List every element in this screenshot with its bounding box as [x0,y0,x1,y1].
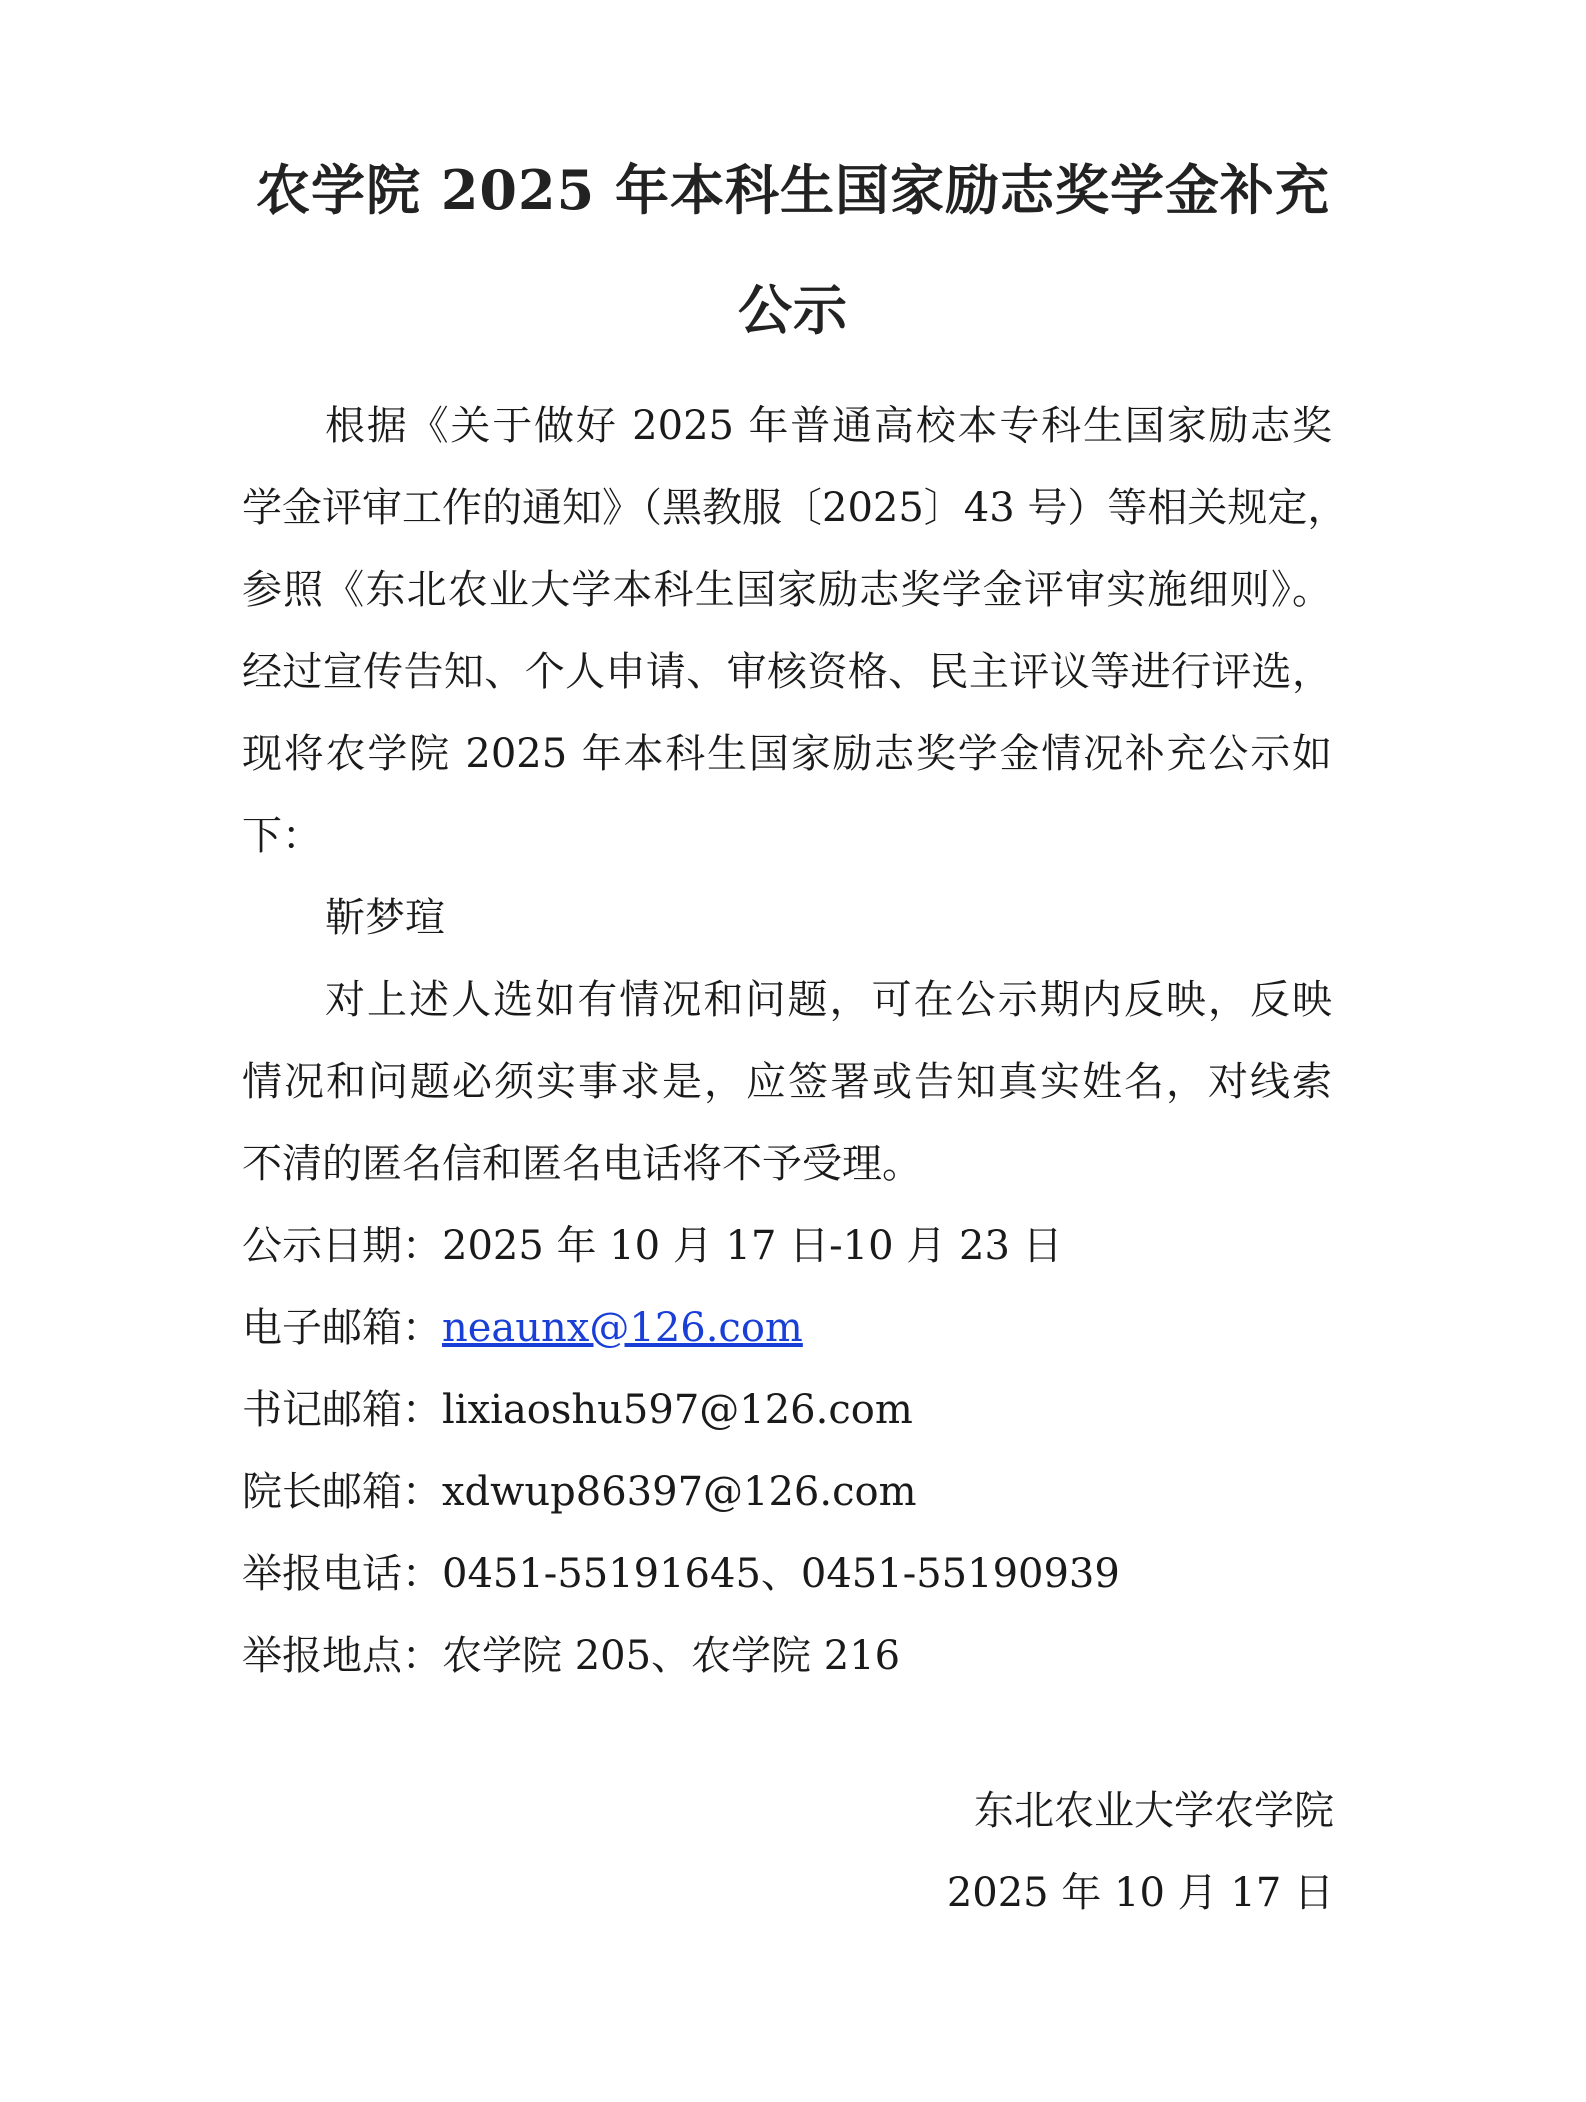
dean-email-label: 院长邮箱： [242,1469,442,1515]
publicity-period-value: 2025 年 10 月 17 日-10 月 23 日 [442,1223,1063,1269]
notice-line: 对上述人选如有情况和问题，可在公示期内反映，反映 [325,977,1332,1023]
intro-line: 经过宣传告知、个人申请、审核资格、民主评议等进行评选， [242,649,1332,695]
email-row [242,1304,803,1352]
secretary-email-row [242,1386,913,1434]
report-phone-row [242,1550,1120,1598]
intro-line: 参照《东北农业大学本科生国家励志奖学金评审实施细则》。 [242,567,1332,613]
notice-line: 情况和问题必须实事求是，应签署或告知真实姓名，对线索 [242,1059,1332,1105]
intro-line: 现将农学院 2025 年本科生国家励志奖学金情况补充公示如 [242,731,1332,777]
secretary-email-value: lixiaoshu597@126.com [442,1387,913,1433]
report-location-label: 举报地点： [242,1633,442,1679]
report-location-value: 农学院 205、农学院 216 [442,1633,901,1679]
intro-line: 学金评审工作的通知》（黑教服〔2025〕43 号）等相关规定， [242,485,1348,531]
secretary-email-label: 书记邮箱： [242,1387,442,1433]
dean-email-row [242,1468,917,1516]
email-label: 电子邮箱： [242,1305,442,1351]
signature-date: 2025 年 10 月 17 日 [946,1870,1334,1916]
document-title-line-1: 农学院 2025 年本科生国家励志奖学金补充 [256,158,1330,222]
document-title-line-2: 公示 [738,278,848,342]
report-phone-value: 0451-55191645、0451-55190939 [442,1551,1120,1597]
recipient-name: 靳梦瑄 [325,895,445,941]
notice-line: 不清的匿名信和匿名电话将不予受理。 [242,1141,922,1187]
report-location-row [242,1632,900,1680]
dean-email-value: xdwup86397@126.com [442,1469,917,1515]
signature-org: 东北农业大学农学院 [974,1788,1334,1834]
intro-line: 根据《关于做好 2025 年普通高校本专科生国家励志奖 [325,403,1332,449]
publicity-period [242,1222,1063,1270]
publicity-period-label: 公示日期： [242,1223,442,1269]
intro-line: 下： [242,813,322,859]
report-phone-label: 举报电话： [242,1551,442,1597]
email-link[interactable]: neaunx@126.com [442,1305,803,1351]
